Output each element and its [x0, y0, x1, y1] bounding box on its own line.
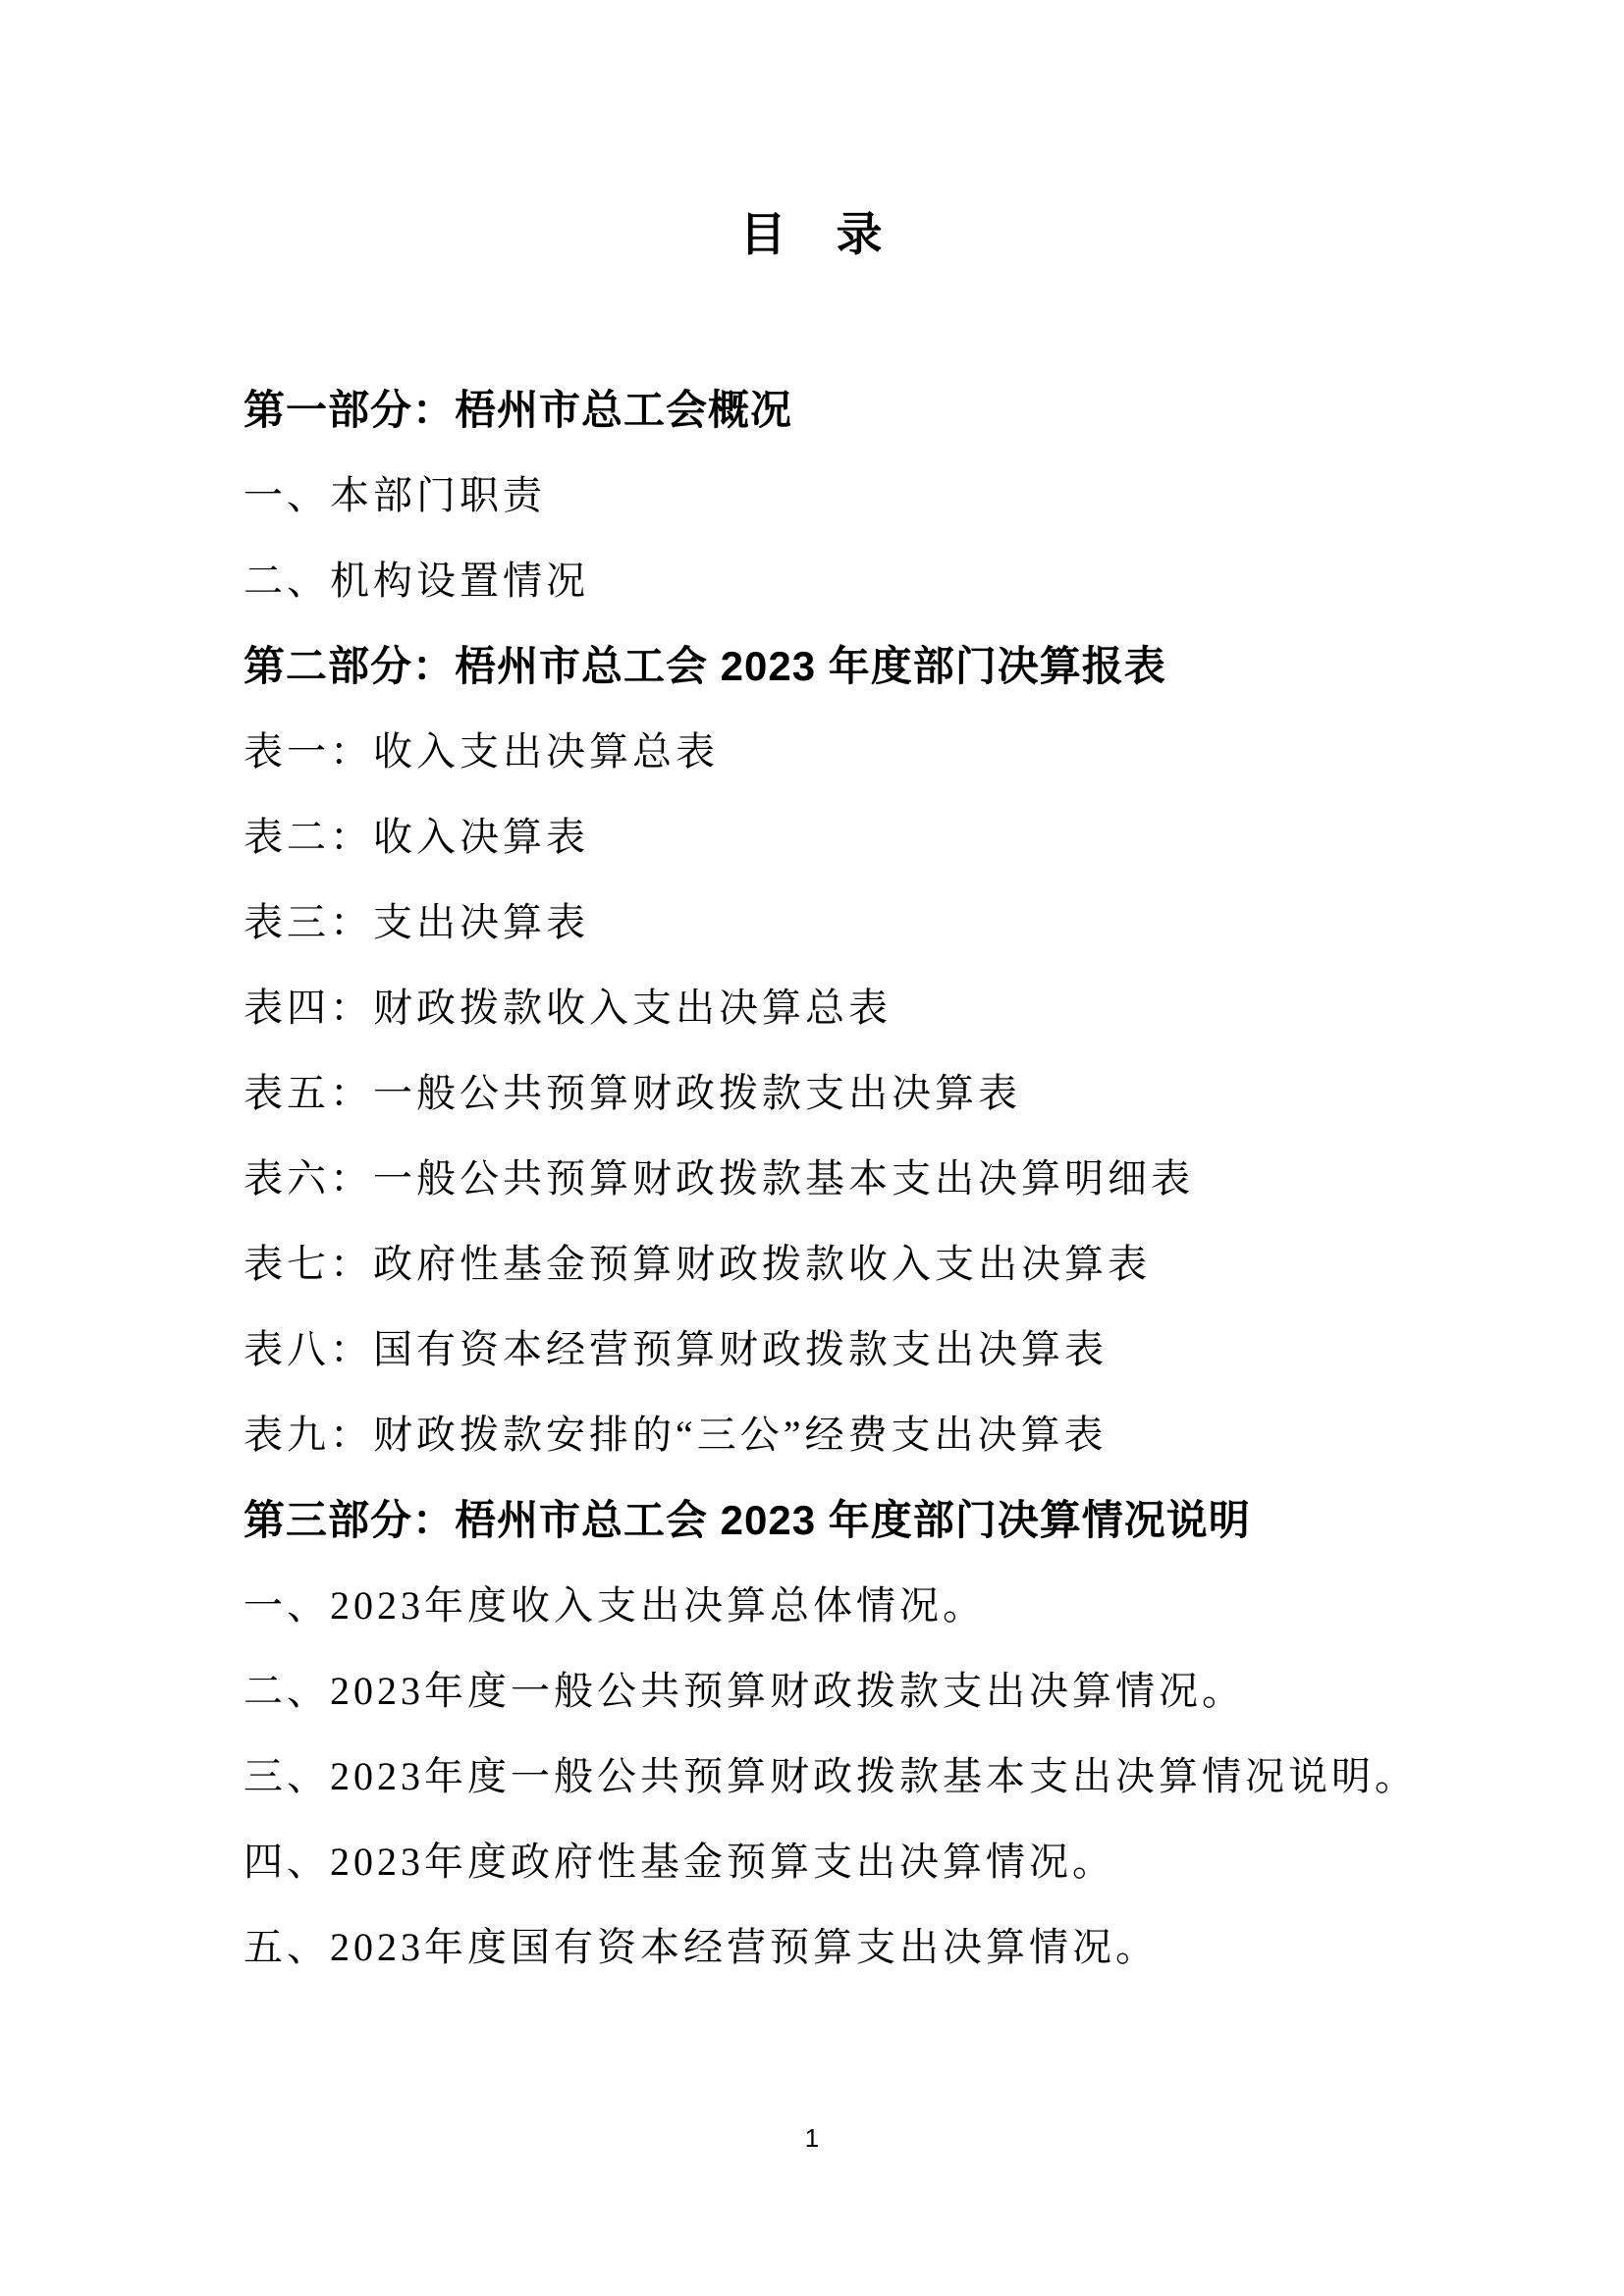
toc-list [244, 364, 1526, 1987]
page-title: 目 录 [739, 208, 885, 260]
toc-entry: 三、2023年度一般公共预算财政拨款基本支出决算情况说明。 [244, 1754, 1418, 1798]
toc-entry: 表七：政府性基金预算财政拨款收入支出决算表 [244, 1242, 1151, 1286]
toc-entry: 表三：支出决算表 [244, 900, 589, 944]
toc-entry: 第二部分：梧州市总工会 2023 年度部门决算报表 [244, 642, 1166, 689]
toc-entry: 二、机构设置情况 [244, 559, 589, 603]
toc-entry: 五、2023年度国有资本经营预算支出决算情况。 [244, 1925, 1159, 1969]
toc-entry: 表六：一般公共预算财政拨款基本支出决算明细表 [244, 1156, 1194, 1201]
toc-entry: 第一部分：梧州市总工会概况 [244, 386, 793, 433]
toc-entry: 第三部分：梧州市总工会 2023 年度部门决算情况说明 [244, 1496, 1251, 1543]
toc-entry: 一、本部门职责 [244, 473, 546, 517]
toc-entry: 表一：收入支出决算总表 [244, 729, 719, 774]
toc-entry: 表四：财政拨款收入支出决算总表 [244, 986, 892, 1030]
toc-entry: 表二：收入决算表 [244, 815, 589, 859]
toc-entry: 表五：一般公共预算财政拨款支出决算表 [244, 1071, 1021, 1115]
page-number: 1 [804, 2123, 820, 2153]
toc-entry: 表九：财政拨款安排的“三公”经费支出决算表 [244, 1413, 1108, 1457]
toc-entry: 表八：国有资本经营预算财政拨款支出决算表 [244, 1327, 1108, 1371]
toc-entry: 一、2023年度收入支出决算总体情况。 [244, 1583, 986, 1628]
toc-entry: 二、2023年度一般公共预算财政拨款支出决算情况。 [244, 1669, 1245, 1713]
toc-entry: 四、2023年度政府性基金预算支出决算情况。 [244, 1840, 1115, 1884]
